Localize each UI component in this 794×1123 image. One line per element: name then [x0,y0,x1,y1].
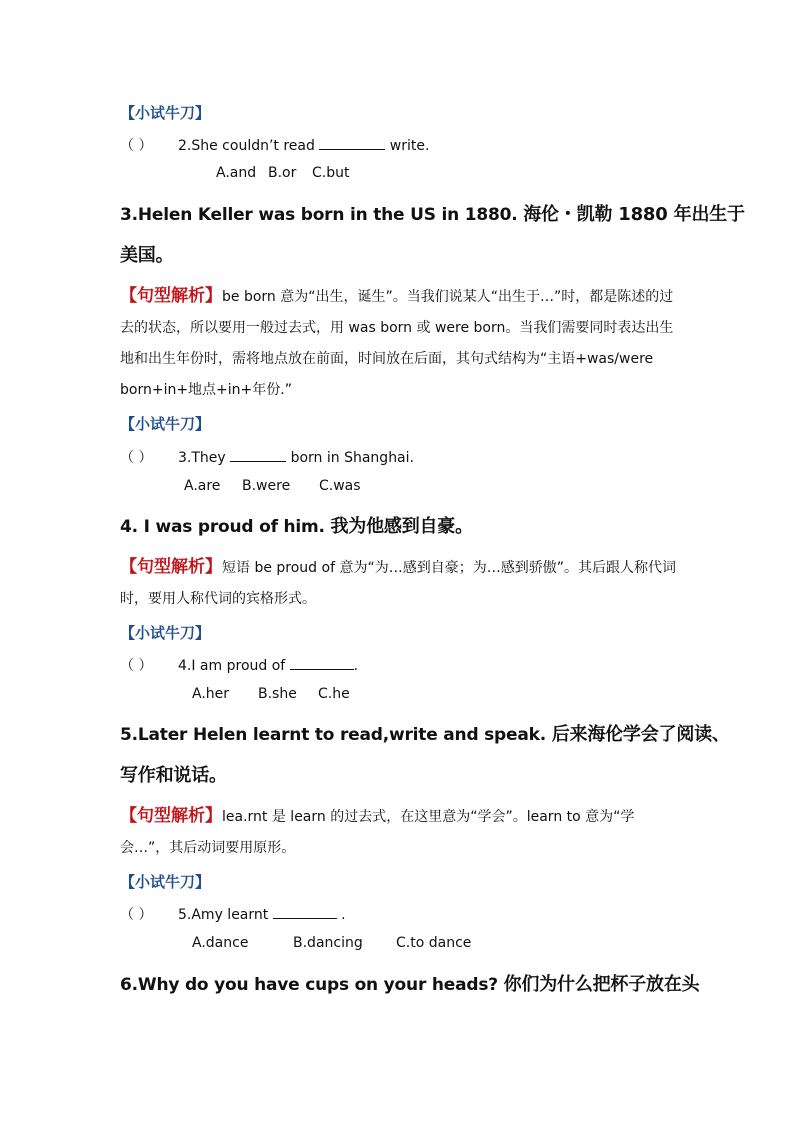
question-4-options [192,686,752,702]
option-a: A.her [192,686,230,702]
fill-blank[interactable] [230,449,286,462]
heading-chinese: 后来海伦学会了阅读、 [551,724,730,745]
sentence-5-heading [120,720,730,746]
analysis-5 [120,801,680,864]
option-b: B.or [268,165,297,181]
answer-paren[interactable]: （ ） [120,450,153,466]
question-text: 4.I am proud of [178,658,290,674]
option-c: C.he [318,686,350,702]
answer-paren[interactable]: （ ） [120,907,153,923]
question-5-options [192,935,752,951]
analysis-3 [120,281,680,406]
option-b: B.dancing [293,935,363,951]
heading-english: 5.Later Helen learnt to read,write and speak. [120,725,546,745]
sentence-3-heading-cont [120,241,680,267]
sentence-5-heading-cont [120,761,680,787]
answer-paren[interactable]: （ ） [120,138,153,154]
fill-blank[interactable] [273,906,337,919]
analysis-4 [120,552,680,615]
question-text: . [336,907,346,923]
fill-blank[interactable] [290,657,354,670]
analysis-tag: 【句型解析】 [120,806,222,826]
option-b: B.were [242,478,291,494]
question-text: born in Shanghai. [286,450,414,466]
heading-chinese: 我为他感到自豪。 [330,516,473,537]
question-5 [120,904,680,924]
question-3-options [184,478,744,494]
heading-chinese: 海伦・凯勒 1880 年出生于 [523,204,745,225]
analysis-text: lea.rnt 是 learn 的过去式，在这里意为“学会”。learn to 意为“学会…”，其后动词要用原形。 [120,809,635,856]
practice-tag: 【小试牛刀】 [120,624,211,642]
question-4 [120,655,680,675]
fill-blank[interactable] [319,137,385,150]
question-text: 5.Amy learnt [178,907,273,923]
option-c: C.but [312,165,350,181]
heading-english: 3.Helen Keller was born in the US in 1880. [120,205,518,225]
heading-chinese: 写作和说话。 [120,765,227,786]
answer-paren[interactable]: （ ） [120,658,153,674]
sentence-6-heading [120,970,700,996]
question-text: 3.They [178,450,231,466]
question-2 [120,135,680,155]
option-c: C.to dance [396,935,472,951]
question-text: 2.She couldn’t read [178,138,320,154]
option-c: C.was [319,478,361,494]
question-2-options [216,165,776,181]
sentence-4-heading [120,512,680,538]
option-a: A.and [216,165,257,181]
analysis-tag: 【句型解析】 [120,557,222,577]
practice-tag: 【小试牛刀】 [120,873,211,891]
heading-english: 6.Why do you have cups on your heads? [120,975,498,995]
question-text: . [353,658,359,674]
heading-chinese: 你们为什么把杯子放在头 [503,974,700,995]
sentence-3-heading [120,200,745,226]
analysis-text: be born 意为“出生，诞生”。当我们说某人“出生于…”时，都是陈述的过去的状态，所以要用一般过去式，用 was born 或 were born。当我们需要同时表达出生地和出生年份时，需将地点放在前面，时间放在后面，其句式结构为“主语+was/were born+in+地点+in+年份.” [120,289,674,398]
question-text: write. [385,138,430,154]
practice-tag: 【小试牛刀】 [120,415,211,433]
question-3 [120,447,680,467]
analysis-tag: 【句型解析】 [120,286,222,306]
practice-tag: 【小试牛刀】 [120,104,211,122]
heading-chinese: 美国。 [120,245,174,266]
option-a: A.are [184,478,221,494]
option-a: A.dance [192,935,249,951]
option-b: B.she [258,686,297,702]
analysis-text: 短语 be proud of 意为“为…感到自豪；为…感到骄傲”。其后跟人称代词时，要用人称代词的宾格形式。 [120,560,676,607]
heading-english: 4. I was proud of him. [120,517,325,537]
